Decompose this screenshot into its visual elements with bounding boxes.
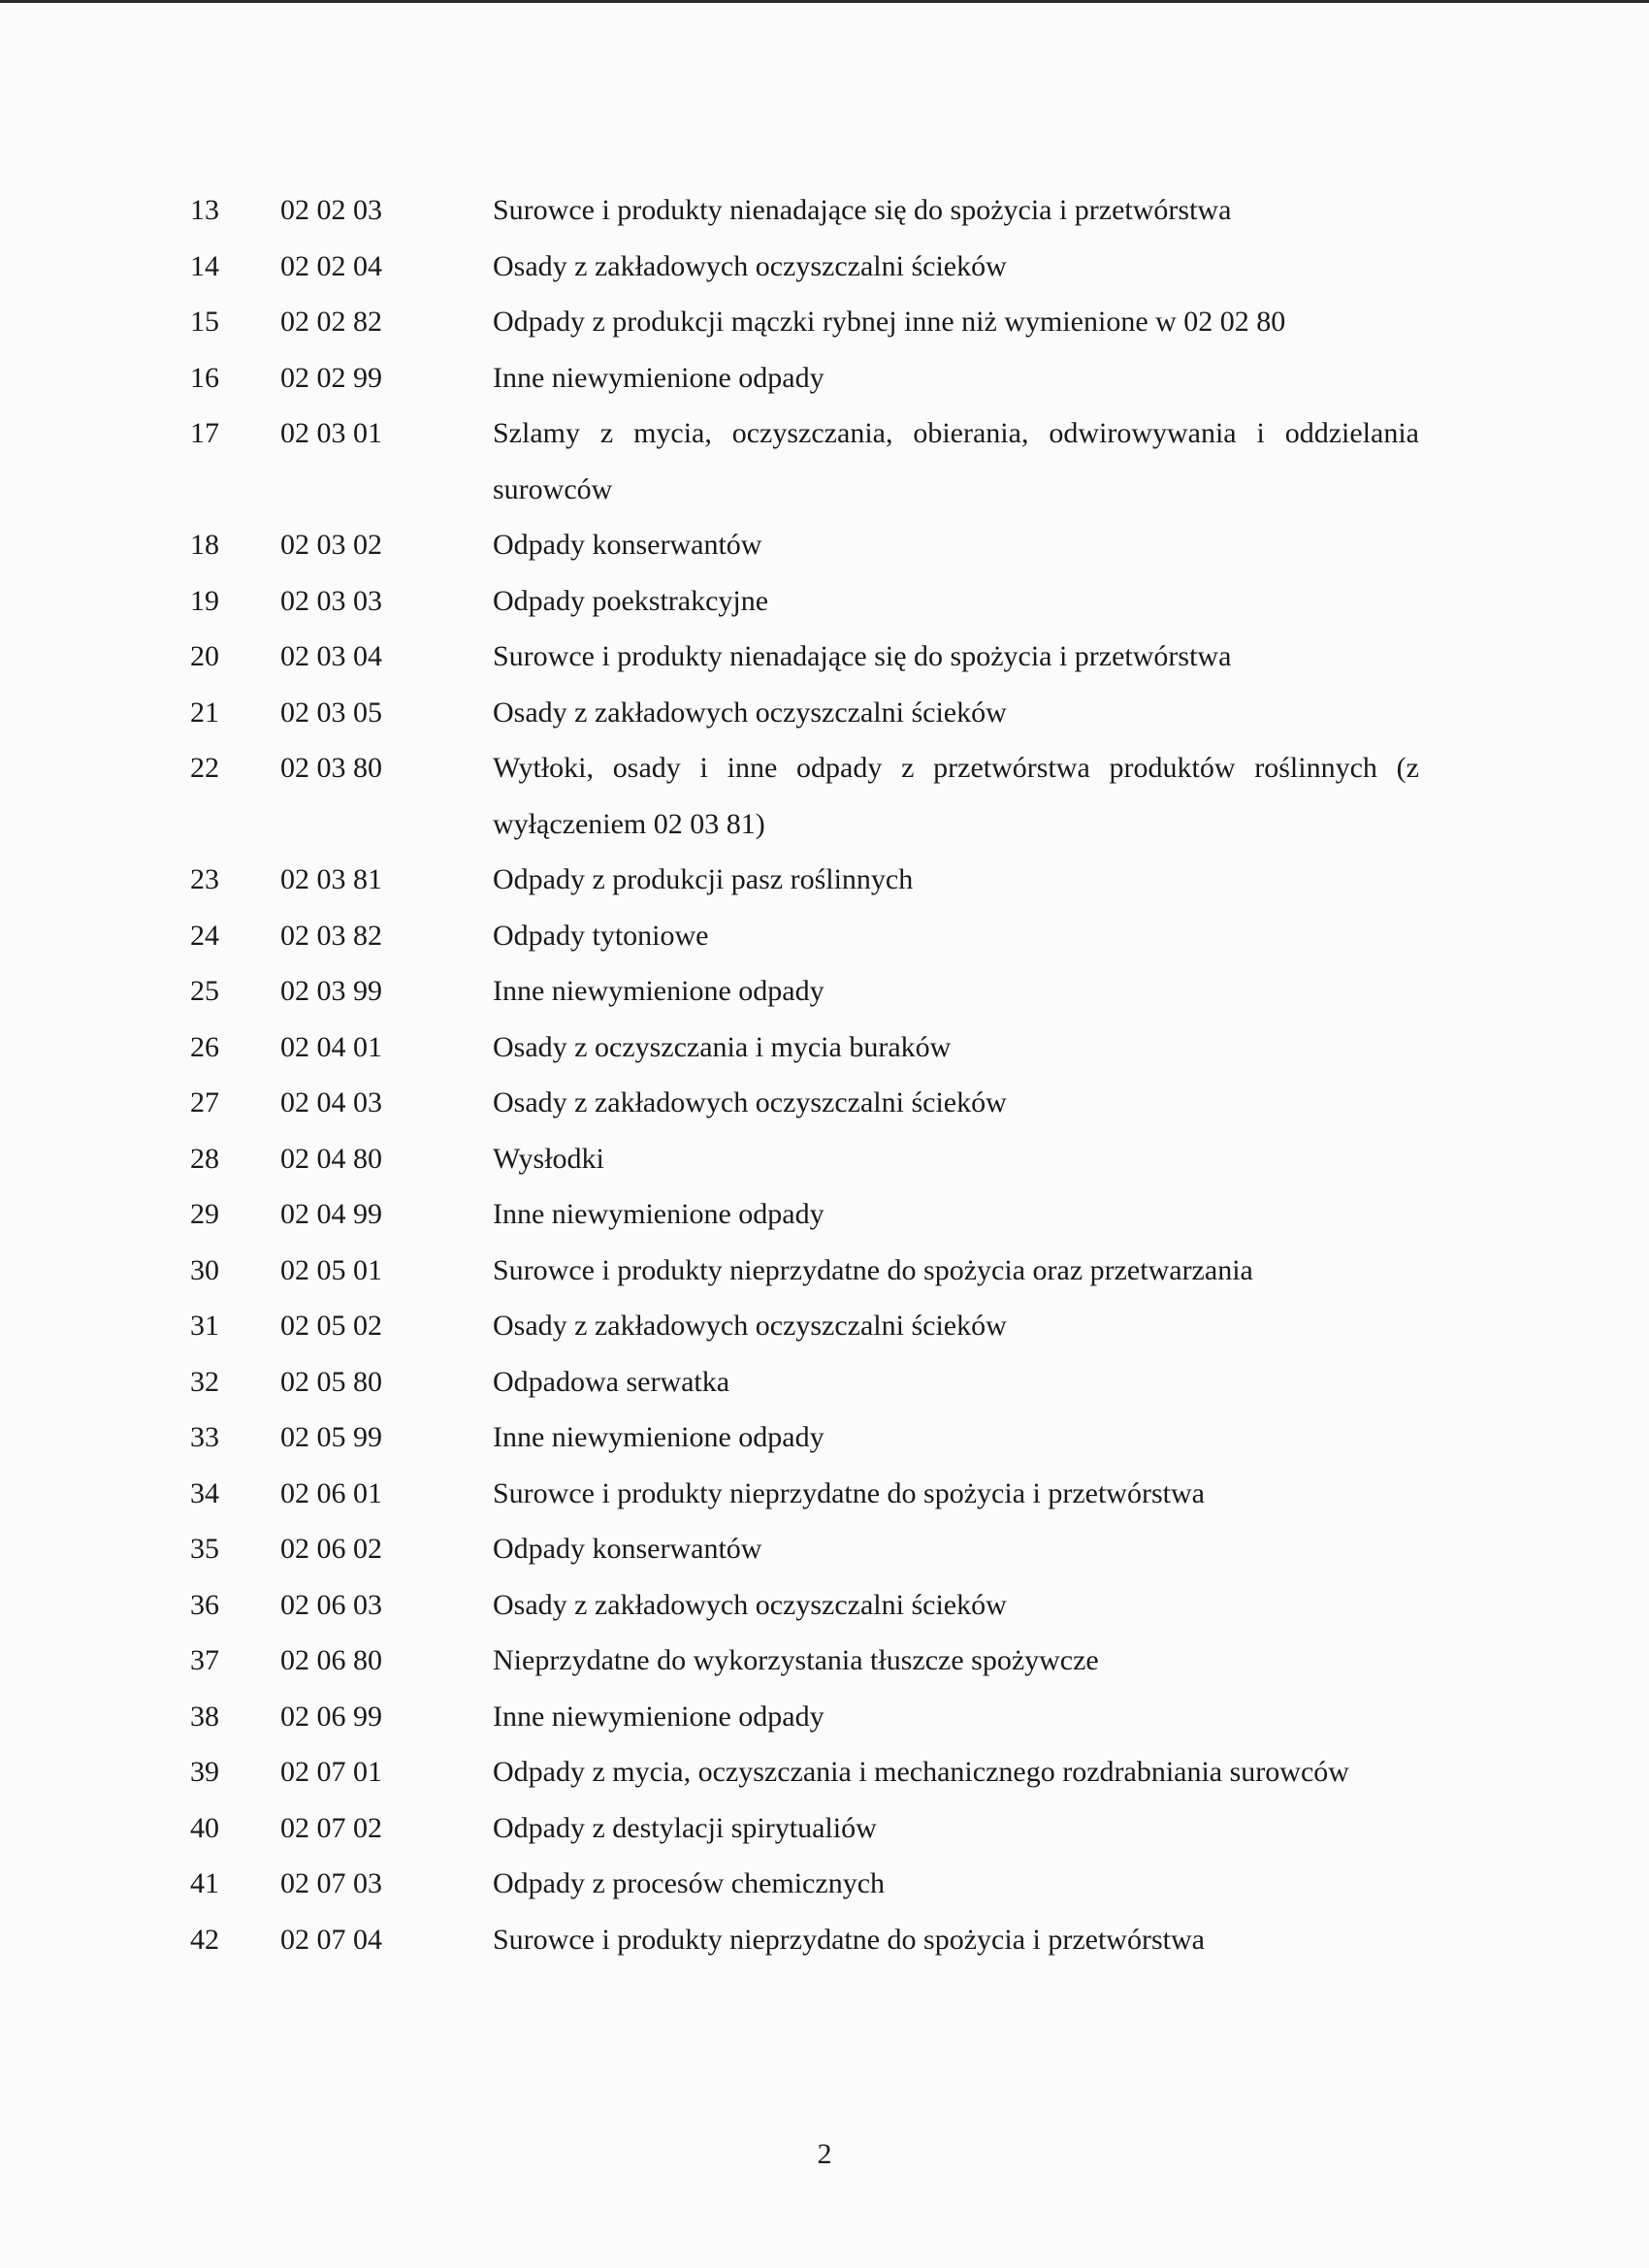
waste-code: 02 05 02 <box>280 1310 382 1342</box>
waste-code: 02 03 03 <box>280 584 382 617</box>
row-number: 32 <box>190 1365 219 1398</box>
waste-description: Osady z zakładowych oczyszczalni ścieków <box>493 1588 1007 1621</box>
waste-code: 02 02 82 <box>280 306 382 338</box>
row-number: 40 <box>190 1811 219 1844</box>
waste-code: 02 04 01 <box>280 1030 382 1063</box>
waste-description: Odpady konserwantów <box>493 529 762 561</box>
waste-code: 02 06 99 <box>280 1700 382 1733</box>
waste-code: 02 03 82 <box>280 919 382 952</box>
row-number: 36 <box>190 1588 219 1621</box>
waste-description: Surowce i produkty nieprzydatne do spożycia i przetwórstwa <box>493 1923 1205 1956</box>
table-row <box>0 405 1649 517</box>
table-row <box>0 1020 1649 1076</box>
table-row <box>0 1243 1649 1299</box>
waste-code: 02 07 04 <box>280 1923 382 1956</box>
row-number: 22 <box>190 752 219 784</box>
table-row <box>0 1075 1649 1131</box>
waste-description: Osady z zakładowych oczyszczalni ścieków <box>493 696 1007 729</box>
row-number: 19 <box>190 584 219 617</box>
waste-code: 02 06 80 <box>280 1644 382 1676</box>
row-number: 17 <box>190 417 219 449</box>
waste-code: 02 03 99 <box>280 975 382 1007</box>
waste-description: Szlamy z mycia, oczyszczania, obierania, odwirowywania i oddzielania surowców <box>493 417 1419 505</box>
waste-description: Surowce i produkty nienadające się do spożycia i przetwórstwa <box>493 640 1232 672</box>
waste-code: 02 04 80 <box>280 1142 382 1175</box>
row-number: 30 <box>190 1253 219 1286</box>
waste-code: 02 04 99 <box>280 1198 382 1230</box>
table-row <box>0 350 1649 406</box>
table-row <box>0 1521 1649 1577</box>
waste-description: Surowce i produkty nieprzydatne do spożycia oraz przetwarzania <box>493 1253 1253 1286</box>
table-row <box>0 629 1649 685</box>
row-number: 26 <box>190 1030 219 1063</box>
waste-description: Osady z oczyszczania i mycia buraków <box>493 1030 952 1063</box>
waste-code: 02 05 80 <box>280 1365 382 1398</box>
waste-description: Wytłoki, osady i inne odpady z przetwórstwa produktów roślinnych (z wyłączeniem 02 03 81) <box>493 752 1419 840</box>
waste-code: 02 05 99 <box>280 1421 382 1453</box>
waste-description: Odpady konserwantów <box>493 1533 762 1565</box>
table-row <box>0 294 1649 350</box>
waste-description: Inne niewymienione odpady <box>493 1421 824 1453</box>
waste-code: 02 03 04 <box>280 640 382 672</box>
waste-description: Odpady poekstrakcyjne <box>493 584 769 617</box>
row-number: 27 <box>190 1086 219 1118</box>
table-row <box>0 1633 1649 1689</box>
waste-description: Inne niewymienione odpady <box>493 975 824 1007</box>
table-row <box>0 1409 1649 1466</box>
table-row <box>0 517 1649 573</box>
waste-code: 02 03 80 <box>280 752 382 784</box>
waste-description: Inne niewymienione odpady <box>493 361 824 394</box>
waste-code: 02 03 81 <box>280 863 382 895</box>
row-number: 39 <box>190 1756 219 1788</box>
row-number: 31 <box>190 1310 219 1342</box>
table-row <box>0 852 1649 908</box>
row-number: 18 <box>190 529 219 561</box>
row-number: 38 <box>190 1700 219 1733</box>
waste-code: 02 03 02 <box>280 529 382 561</box>
waste-description: Surowce i produkty nieprzydatne do spożycia i przetwórstwa <box>493 1476 1205 1509</box>
table-row <box>0 239 1649 295</box>
scan-top-edge <box>0 0 1649 3</box>
row-number: 13 <box>190 194 219 226</box>
row-number: 14 <box>190 249 219 282</box>
waste-description: Osady z zakładowych oczyszczalni ścieków <box>493 249 1007 282</box>
table-row <box>0 1744 1649 1800</box>
waste-code: 02 02 04 <box>280 249 382 282</box>
waste-code-table <box>0 182 1649 1967</box>
table-row <box>0 1354 1649 1410</box>
waste-description: Surowce i produkty nienadające się do spożycia i przetwórstwa <box>493 194 1232 226</box>
waste-description: Odpady z procesów chemicznych <box>493 1867 886 1899</box>
waste-code: 02 06 01 <box>280 1476 382 1509</box>
waste-code: 02 07 01 <box>280 1756 382 1788</box>
table-row <box>0 573 1649 630</box>
waste-description: Osady z zakładowych oczyszczalni ścieków <box>493 1086 1007 1118</box>
table-row <box>0 1912 1649 1968</box>
row-number: 20 <box>190 640 219 672</box>
row-number: 16 <box>190 361 219 394</box>
table-row <box>0 1856 1649 1912</box>
table-row <box>0 1466 1649 1522</box>
waste-code: 02 07 02 <box>280 1811 382 1844</box>
waste-description: Odpady z produkcji mączki rybnej inne niż wymienione w 02 02 80 <box>493 306 1286 338</box>
waste-code: 02 03 05 <box>280 696 382 729</box>
row-number: 24 <box>190 919 219 952</box>
row-number: 42 <box>190 1923 219 1956</box>
waste-code: 02 02 99 <box>280 361 382 394</box>
waste-description: Odpady z produkcji pasz roślinnych <box>493 863 914 895</box>
waste-description: Inne niewymienione odpady <box>493 1700 824 1733</box>
table-row <box>0 1298 1649 1354</box>
table-row <box>0 182 1649 239</box>
waste-description: Odpady z destylacji spirytualiów <box>493 1811 877 1844</box>
waste-code: 02 07 03 <box>280 1867 382 1899</box>
waste-description: Inne niewymienione odpady <box>493 1198 824 1230</box>
row-number: 29 <box>190 1198 219 1230</box>
row-number: 21 <box>190 696 219 729</box>
table-row <box>0 1577 1649 1634</box>
waste-code: 02 05 01 <box>280 1253 382 1286</box>
waste-code: 02 06 02 <box>280 1533 382 1565</box>
row-number: 28 <box>190 1142 219 1175</box>
table-row <box>0 1800 1649 1857</box>
row-number: 37 <box>190 1644 219 1676</box>
waste-code: 02 02 03 <box>280 194 382 226</box>
waste-description: Odpadowa serwatka <box>493 1365 730 1398</box>
table-row <box>0 740 1649 852</box>
waste-description: Odpady tytoniowe <box>493 919 709 952</box>
row-number: 33 <box>190 1421 219 1453</box>
table-row <box>0 963 1649 1020</box>
table-row <box>0 685 1649 741</box>
table-row <box>0 1186 1649 1243</box>
table-row <box>0 1131 1649 1187</box>
waste-description: Odpady z mycia, oczyszczania i mechanicznego rozdrabniania surowców <box>493 1756 1349 1788</box>
row-number: 23 <box>190 863 219 895</box>
page-number: 2 <box>817 2138 832 2170</box>
row-number: 15 <box>190 306 219 338</box>
waste-code: 02 06 03 <box>280 1588 382 1621</box>
waste-description: Wysłodki <box>493 1142 604 1175</box>
row-number: 25 <box>190 975 219 1007</box>
waste-description: Nieprzydatne do wykorzystania tłuszcze spożywcze <box>493 1644 1099 1676</box>
table-row <box>0 1689 1649 1745</box>
row-number: 41 <box>190 1867 219 1899</box>
row-number: 34 <box>190 1476 219 1509</box>
table-row <box>0 908 1649 964</box>
waste-code: 02 03 01 <box>280 417 382 449</box>
row-number: 35 <box>190 1533 219 1565</box>
waste-code: 02 04 03 <box>280 1086 382 1118</box>
waste-description: Osady z zakładowych oczyszczalni ścieków <box>493 1310 1007 1342</box>
